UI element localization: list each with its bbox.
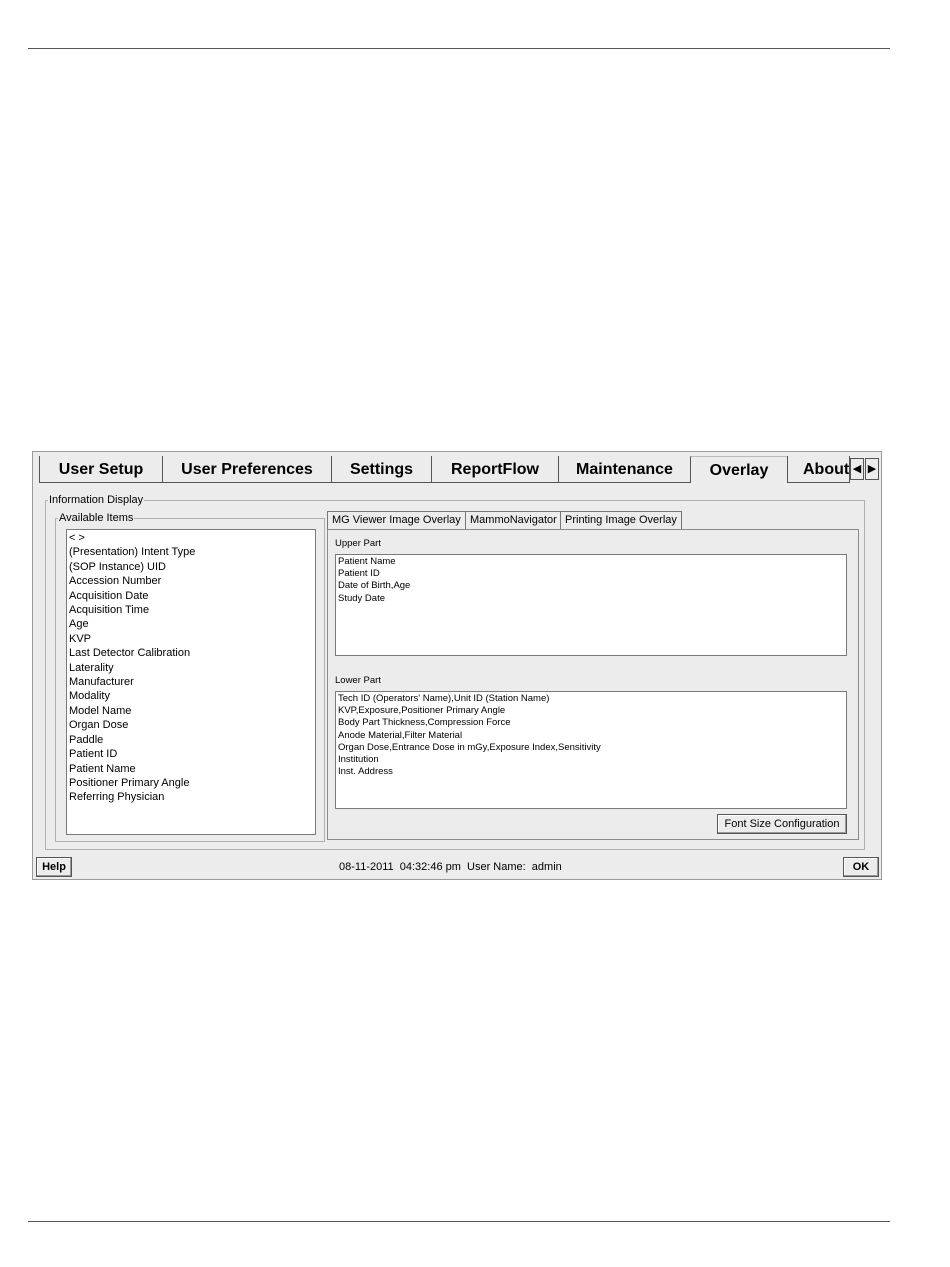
list-item[interactable]: KVP,Exposure,Positioner Primary Angle xyxy=(338,705,506,717)
list-item[interactable]: Inst. Address xyxy=(338,766,393,778)
list-item[interactable]: < > xyxy=(69,532,85,544)
list-item[interactable]: Organ Dose xyxy=(69,719,129,732)
list-item[interactable]: Laterality xyxy=(69,661,114,674)
available-items-legend: Available Items xyxy=(59,512,134,524)
help-button[interactable]: Help xyxy=(36,857,72,877)
tab-settings[interactable]: Settings xyxy=(331,456,431,483)
list-item[interactable]: Anode Material,Filter Material xyxy=(338,729,463,741)
list-item[interactable]: Patient Name xyxy=(69,762,136,775)
list-item[interactable]: Positioner Primary Angle xyxy=(69,776,190,789)
tab-overlay[interactable]: Overlay xyxy=(690,456,787,483)
list-item[interactable]: KVP xyxy=(69,632,92,645)
tab-about[interactable]: About xyxy=(787,456,850,483)
list-item[interactable]: Date of Birth,Age xyxy=(338,580,411,592)
list-item[interactable]: Manufacturer xyxy=(69,676,134,689)
scroll-right-icon[interactable]: ▶ xyxy=(865,458,879,480)
tab-printing-image-overlay[interactable]: Printing Image Overlay xyxy=(560,511,682,530)
font-size-configuration-button[interactable]: Font Size Configuration xyxy=(717,814,847,834)
main-tab-bar xyxy=(37,456,881,483)
list-item[interactable]: Patient ID xyxy=(69,748,118,761)
available-items-list[interactable] xyxy=(66,529,316,835)
list-item[interactable]: Last Detector Calibration xyxy=(69,647,191,660)
list-item[interactable]: Acquisition Time xyxy=(69,604,150,617)
tab-reportflow[interactable]: ReportFlow xyxy=(431,456,558,483)
list-item[interactable]: (Presentation) Intent Type xyxy=(69,546,196,559)
tab-mg-viewer-image-overlay[interactable]: MG Viewer Image Overlay xyxy=(327,511,466,529)
tab-mammonavigator[interactable]: MammoNavigator xyxy=(465,511,562,529)
list-item[interactable]: Tech ID (Operators' Name),Unit ID (Station Name) xyxy=(338,693,550,704)
list-item[interactable]: Paddle xyxy=(69,733,104,746)
information-display-legend: Information Display xyxy=(49,494,144,506)
list-item[interactable]: Institution xyxy=(338,754,379,766)
lower-part-list[interactable] xyxy=(335,691,847,809)
list-item[interactable]: (SOP Instance) UID xyxy=(69,560,166,573)
tab-user-setup[interactable]: User Setup xyxy=(39,456,162,483)
page-bottom-rule xyxy=(28,1221,890,1222)
scroll-left-icon[interactable]: ◀ xyxy=(850,458,864,480)
list-item[interactable]: Patient ID xyxy=(338,568,380,580)
ok-button[interactable]: OK xyxy=(843,857,879,877)
status-bar-text: 08-11-2011 04:32:46 pm User Name: admin xyxy=(339,861,562,873)
list-item[interactable]: Model Name xyxy=(69,704,132,717)
upper-part-list[interactable] xyxy=(335,554,847,656)
list-item[interactable]: Patient Name xyxy=(338,556,396,567)
lower-part-label: Lower Part xyxy=(335,675,381,686)
list-item[interactable]: Referring Physician xyxy=(69,791,165,804)
list-item[interactable]: Age xyxy=(69,618,89,631)
list-item[interactable]: Accession Number xyxy=(69,575,162,588)
list-item[interactable]: Organ Dose,Entrance Dose in mGy,Exposure Index,Sensitivity xyxy=(338,741,601,753)
tab-maintenance[interactable]: Maintenance xyxy=(558,456,690,483)
application-window xyxy=(32,451,882,880)
list-item[interactable]: Study Date xyxy=(338,592,385,604)
upper-part-label: Upper Part xyxy=(335,538,381,549)
tab-user-preferences[interactable]: User Preferences xyxy=(162,456,331,483)
page-top-rule xyxy=(28,48,890,49)
list-item[interactable]: Modality xyxy=(69,690,110,703)
list-item[interactable]: Acquisition Date xyxy=(69,589,149,602)
list-item[interactable]: Body Part Thickness,Compression Force xyxy=(338,717,511,729)
